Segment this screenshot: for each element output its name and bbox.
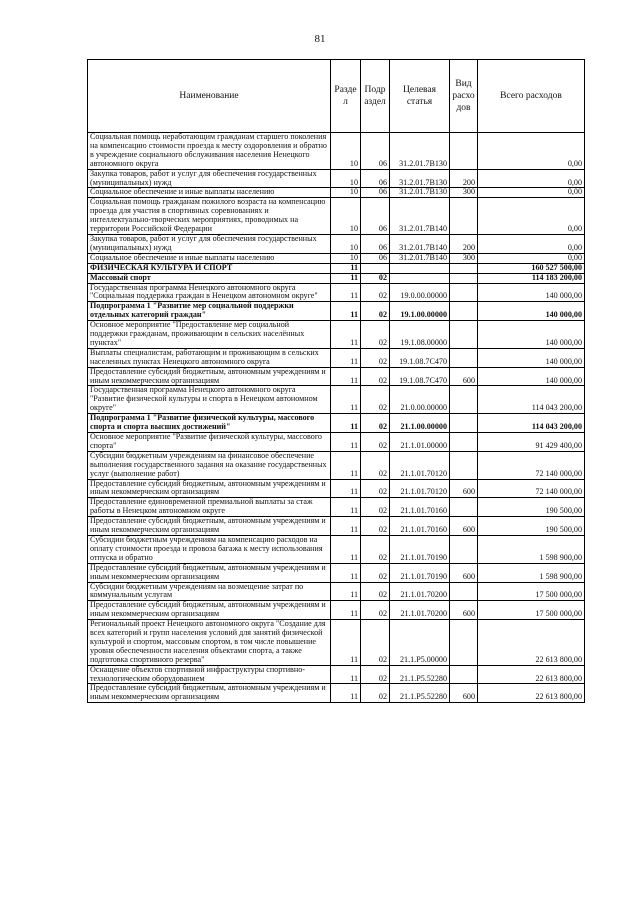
page-number: 81: [314, 33, 326, 45]
cell-target-article: 21.1.P5.00000: [390, 620, 450, 666]
header-subsection: Подр аздел: [361, 60, 390, 133]
cell-expense-type: [450, 451, 478, 479]
cell-name: ФИЗИЧЕСКАЯ КУЛЬТУРА И СПОРТ: [88, 263, 331, 273]
cell-target-article: 31.2.01.7В130: [390, 133, 450, 170]
cell-section: 11: [331, 665, 361, 684]
table-row: [88, 601, 585, 620]
table-row: [88, 283, 585, 302]
table-row: [88, 433, 585, 452]
cell-total: 0,00: [478, 234, 585, 253]
cell-name: Оснащение объектов спортивной инфраструктуры спортивно-технологическим оборудованием: [88, 665, 331, 684]
cell-name: Государственная программа Ненецкого автономного округа "Социальная поддержка граждан в Ненецком автономном округе": [88, 283, 331, 302]
cell-target-article: 19.0.00.00000: [390, 283, 450, 302]
cell-subsection: 02: [361, 535, 390, 563]
cell-total: 72 140 000,00: [478, 479, 585, 498]
cell-name: Предоставление субсидий бюджетным, автономным учреждениям и иным некоммерческим организациям: [88, 601, 331, 620]
cell-section: 11: [331, 414, 361, 433]
table-row: [88, 386, 585, 414]
cell-target-article: 31.2.01.7В130: [390, 188, 450, 198]
cell-expense-type: [450, 198, 478, 235]
cell-section: 11: [331, 479, 361, 498]
cell-expense-type: [450, 321, 478, 349]
cell-total: 0,00: [478, 169, 585, 188]
cell-subsection: 02: [361, 479, 390, 498]
cell-expense-type: 600: [450, 684, 478, 703]
cell-name: Предоставление единовременной премиальной выплаты за стаж работы в Ненецком автономном округе: [88, 498, 331, 517]
cell-section: 11: [331, 517, 361, 536]
cell-total: 91 429 400,00: [478, 433, 585, 452]
table-row: [88, 535, 585, 563]
header-name: Наименование: [88, 60, 331, 133]
cell-name: Основное мероприятие "Развитие физической культуры, массового спорта": [88, 433, 331, 452]
cell-subsection: 02: [361, 321, 390, 349]
cell-subsection: 02: [361, 273, 390, 283]
table-row: [88, 451, 585, 479]
cell-section: 10: [331, 169, 361, 188]
cell-target-article: 21.0.00.00000: [390, 386, 450, 414]
cell-target-article: 21.1.01.70160: [390, 517, 450, 536]
cell-section: 11: [331, 263, 361, 273]
cell-subsection: 02: [361, 348, 390, 367]
cell-total: 0,00: [478, 188, 585, 198]
cell-subsection: 06: [361, 169, 390, 188]
cell-expense-type: 600: [450, 601, 478, 620]
table-row: [88, 517, 585, 536]
cell-target-article: 19.1.00.00000: [390, 302, 450, 321]
cell-total: 160 527 500,00: [478, 263, 585, 273]
table-row: [88, 498, 585, 517]
cell-target-article: 21.1.00.00000: [390, 414, 450, 433]
cell-target-article: 21.1.P5.52280: [390, 665, 450, 684]
cell-subsection: 02: [361, 620, 390, 666]
table-row: [88, 234, 585, 253]
cell-total: 22 613 800,00: [478, 665, 585, 684]
cell-target-article: 21.1.01.70160: [390, 498, 450, 517]
budget-table: [87, 59, 585, 703]
cell-section: 11: [331, 321, 361, 349]
cell-name: Подпрограмма 1 "Развитие мер социальной поддержки отдельных категорий граждан": [88, 302, 331, 321]
table-body: [88, 133, 585, 703]
cell-total: 114 043 200,00: [478, 414, 585, 433]
cell-subsection: 02: [361, 582, 390, 601]
cell-total: 114 043 200,00: [478, 386, 585, 414]
cell-name: Социальная помощь гражданам пожилого возраста на компенсацию проезда для участия в спортивных соревнованиях и интеллектуально-творческих мероприятиях, проводимых на территории Российской Федерации: [88, 198, 331, 235]
cell-name: Субсидии бюджетным учреждениям на финансовое обеспечение выполнения государственного задания на оказание государственных услуг (выполнение работ): [88, 451, 331, 479]
cell-subsection: 06: [361, 253, 390, 263]
cell-section: 11: [331, 601, 361, 620]
cell-subsection: 02: [361, 517, 390, 536]
header-section: Разде л: [331, 60, 361, 133]
cell-name: Предоставление субсидий бюджетным, автономным учреждениям и иным некоммерческим организациям: [88, 563, 331, 582]
cell-expense-type: [450, 348, 478, 367]
cell-total: 22 613 800,00: [478, 620, 585, 666]
cell-name: Закупка товаров, работ и услуг для обеспечения государственных (муниципальных) нужд: [88, 169, 331, 188]
table-row: [88, 188, 585, 198]
cell-name: Социальное обеспечение и иные выплаты населению: [88, 253, 331, 263]
table-row: [88, 563, 585, 582]
cell-name: Массовый спорт: [88, 273, 331, 283]
header-total: Всего расходов: [478, 60, 585, 133]
cell-target-article: 21.1.01.70190: [390, 535, 450, 563]
cell-subsection: 06: [361, 198, 390, 235]
cell-section: 10: [331, 198, 361, 235]
cell-expense-type: 600: [450, 517, 478, 536]
cell-name: Субсидии бюджетным учреждениям на возмещение затрат по коммунальным услугам: [88, 582, 331, 601]
table-row: [88, 263, 585, 273]
cell-subsection: 02: [361, 302, 390, 321]
cell-expense-type: 300: [450, 253, 478, 263]
cell-section: 11: [331, 367, 361, 386]
cell-section: 11: [331, 273, 361, 283]
cell-section: 11: [331, 582, 361, 601]
cell-section: 11: [331, 684, 361, 703]
cell-name: Предоставление субсидий бюджетным, автономным учреждениям и иным некоммерческим организациям: [88, 684, 331, 703]
cell-subsection: 06: [361, 133, 390, 170]
cell-section: 11: [331, 498, 361, 517]
cell-section: 11: [331, 283, 361, 302]
table-row: [88, 302, 585, 321]
cell-target-article: 21.1.01.70200: [390, 601, 450, 620]
cell-subsection: 02: [361, 367, 390, 386]
table-row: [88, 169, 585, 188]
cell-target-article: 31.2.01.7В130: [390, 169, 450, 188]
cell-subsection: 02: [361, 498, 390, 517]
cell-total: 114 183 200,00: [478, 273, 585, 283]
cell-subsection: 02: [361, 433, 390, 452]
cell-total: 190 500,00: [478, 517, 585, 536]
cell-total: 0,00: [478, 253, 585, 263]
table-row: [88, 133, 585, 170]
cell-subsection: 02: [361, 414, 390, 433]
table-row: [88, 414, 585, 433]
cell-section: 11: [331, 386, 361, 414]
cell-target-article: 31.2.01.7В140: [390, 234, 450, 253]
cell-expense-type: 600: [450, 479, 478, 498]
cell-target-article: 21.1.01.70200: [390, 582, 450, 601]
cell-subsection: 02: [361, 601, 390, 620]
table-row: [88, 620, 585, 666]
cell-name: Социальная помощь неработающим гражданам старшего поколения на компенсацию стоимости проезда к месту оздоровления и обратно в учреждение социального обслуживания населения Ненецкого автономного округа: [88, 133, 331, 170]
cell-name: Основное мероприятие "Предоставление мер социальной поддержки гражданам, проживающим в сельских населённых пунктах": [88, 321, 331, 349]
cell-section: 10: [331, 133, 361, 170]
cell-section: 11: [331, 451, 361, 479]
cell-target-article: 21.1.01.70190: [390, 563, 450, 582]
cell-target-article: 21.1.01.00000: [390, 433, 450, 452]
cell-subsection: 06: [361, 188, 390, 198]
cell-total: 1 598 900,00: [478, 535, 585, 563]
cell-name: Государственная программа Ненецкого автономного округа "Развитие физической культуры и спорта в Ненецком автономном округе": [88, 386, 331, 414]
table-row: [88, 684, 585, 703]
cell-subsection: 02: [361, 451, 390, 479]
cell-name: Выплаты специалистам, работающим и проживающим в сельских населенных пунктах Ненецкого автономного округа: [88, 348, 331, 367]
header-target-article: Целевая статья: [390, 60, 450, 133]
cell-target-article: 19.1.08.7С470: [390, 367, 450, 386]
cell-expense-type: 300: [450, 188, 478, 198]
cell-name: Региональный проект Ненецкого автономного округа "Создание для всех категорий и групп населения условий для занятий физической культурой и спортом, массовым спортом, в том числе повышение уровня обеспеченности населения объектами спорта, а также подготовка спортивного резерва": [88, 620, 331, 666]
cell-section: 10: [331, 253, 361, 263]
cell-name: Закупка товаров, работ и услуг для обеспечения государственных (муниципальных) нужд: [88, 234, 331, 253]
cell-section: 11: [331, 535, 361, 563]
cell-section: 11: [331, 348, 361, 367]
cell-expense-type: [450, 302, 478, 321]
header-expense-type: Вид расхо дов: [450, 60, 478, 133]
cell-expense-type: [450, 386, 478, 414]
table-row: [88, 198, 585, 235]
cell-total: 0,00: [478, 198, 585, 235]
table-header-row: [88, 60, 585, 133]
cell-section: 11: [331, 302, 361, 321]
cell-total: 140 000,00: [478, 283, 585, 302]
cell-target-article: 31.2.01.7В140: [390, 253, 450, 263]
cell-total: 140 000,00: [478, 302, 585, 321]
cell-name: Предоставление субсидий бюджетным, автономным учреждениям и иным некоммерческим организациям: [88, 479, 331, 498]
cell-target-article: 31.2.01.7В140: [390, 198, 450, 235]
cell-target-article: 21.1.01.70120: [390, 451, 450, 479]
cell-section: 11: [331, 620, 361, 666]
cell-target-article: [390, 273, 450, 283]
cell-subsection: 02: [361, 563, 390, 582]
cell-expense-type: 600: [450, 563, 478, 582]
cell-total: 72 140 000,00: [478, 451, 585, 479]
cell-name: Субсидии бюджетным учреждениям на компенсацию расходов на оплату стоимости проезда и провоза багажа к месту использования отпуска и обратно: [88, 535, 331, 563]
cell-section: 10: [331, 188, 361, 198]
cell-total: 0,00: [478, 133, 585, 170]
cell-expense-type: [450, 535, 478, 563]
cell-name: Предоставление субсидий бюджетным, автономным учреждениям и иным некоммерческим организациям: [88, 367, 331, 386]
cell-section: 10: [331, 234, 361, 253]
table-row: [88, 582, 585, 601]
cell-target-article: 19.1.08.00000: [390, 321, 450, 349]
cell-total: 17 500 000,00: [478, 601, 585, 620]
cell-name: Социальное обеспечение и иные выплаты населению: [88, 188, 331, 198]
cell-expense-type: 200: [450, 234, 478, 253]
table-row: [88, 479, 585, 498]
table-row: [88, 348, 585, 367]
cell-total: 1 598 900,00: [478, 563, 585, 582]
cell-expense-type: 600: [450, 367, 478, 386]
cell-subsection: 02: [361, 665, 390, 684]
cell-total: 190 500,00: [478, 498, 585, 517]
cell-total: 22 613 800,00: [478, 684, 585, 703]
cell-expense-type: [450, 582, 478, 601]
cell-target-article: [390, 263, 450, 273]
cell-subsection: [361, 263, 390, 273]
cell-expense-type: 200: [450, 169, 478, 188]
table-row: [88, 253, 585, 263]
cell-subsection: 06: [361, 234, 390, 253]
table-row: [88, 367, 585, 386]
cell-expense-type: [450, 414, 478, 433]
cell-total: 140 000,00: [478, 367, 585, 386]
cell-target-article: 21.1.01.70120: [390, 479, 450, 498]
cell-name: Предоставление субсидий бюджетным, автономным учреждениям и иным некоммерческим организациям: [88, 517, 331, 536]
cell-target-article: 19.1.08.7С470: [390, 348, 450, 367]
cell-expense-type: [450, 133, 478, 170]
cell-section: 11: [331, 563, 361, 582]
cell-name: Подпрограмма 1 "Развитие физической культуры, массового спорта и спорта высших достижений": [88, 414, 331, 433]
cell-total: 140 000,00: [478, 321, 585, 349]
cell-expense-type: [450, 620, 478, 666]
cell-total: 140 000,00: [478, 348, 585, 367]
cell-subsection: 02: [361, 283, 390, 302]
cell-expense-type: [450, 665, 478, 684]
cell-expense-type: [450, 263, 478, 273]
table-row: [88, 665, 585, 684]
cell-expense-type: [450, 283, 478, 302]
table-row: [88, 321, 585, 349]
cell-subsection: 02: [361, 684, 390, 703]
cell-target-article: 21.1.P5.52280: [390, 684, 450, 703]
cell-expense-type: [450, 433, 478, 452]
cell-expense-type: [450, 273, 478, 283]
table-row: [88, 273, 585, 283]
cell-section: 11: [331, 433, 361, 452]
cell-total: 17 500 000,00: [478, 582, 585, 601]
cell-subsection: 02: [361, 386, 390, 414]
cell-expense-type: [450, 498, 478, 517]
